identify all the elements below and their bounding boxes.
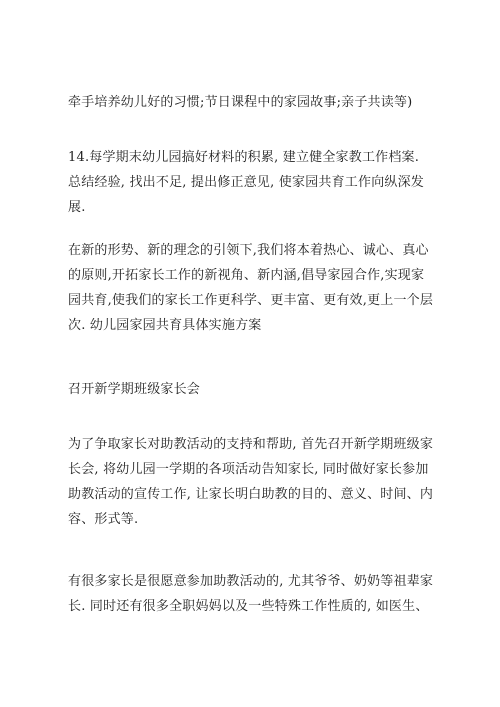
- text-line: 在新的形势、新的理念的引领下,我们将本着热心、诚心、真心: [68, 243, 429, 258]
- text-line: 展.: [68, 200, 86, 215]
- text-line: 牵手培养幼儿好的习惯;节日课程中的家园故事;亲子共读等): [68, 95, 413, 110]
- paragraph-4-heading: [68, 377, 436, 402]
- text-line: 有很多家长是很愿意参加助教活动的, 尤其爷爷、奶奶等祖辈家: [68, 574, 434, 589]
- paragraph-1: [68, 90, 436, 115]
- text-line: 次. 幼儿园家园共育具体实施方案: [68, 318, 262, 333]
- text-line: 容、形式等.: [68, 512, 139, 527]
- text-line: 长. 同时还有很多全职妈妈以及一些特殊工作性质的, 如医生、: [68, 599, 429, 614]
- text-line: 园共育,使我们的家长工作更科学、更丰富、更有效,更上一个层: [68, 293, 434, 308]
- paragraph-6: [68, 569, 436, 619]
- text-line: 的原则,开拓家长工作的新视角、新内涵,倡导家园合作,实现家: [68, 268, 425, 283]
- text-line: 总结经验, 找出不足, 提出修正意见, 使家园共育工作向纵深发: [68, 175, 424, 190]
- text-line: 助教活动的宣传工作, 让家长明白助教的目的、意义、时间、内: [68, 487, 434, 502]
- paragraph-2: [68, 145, 436, 220]
- text-line: 为了争取家长对助教活动的支持和帮助, 首先召开新学期班级家: [68, 437, 434, 452]
- text-line: 14.每学期末幼儿园搞好材料的积累, 建立健全家教工作档案.: [68, 150, 420, 165]
- text-line: 召开新学期班级家长会: [68, 382, 201, 397]
- text-line: 长会, 将幼儿园一学期的各项活动告知家长, 同时做好家长参加: [68, 462, 429, 477]
- paragraph-3: [68, 238, 436, 338]
- paragraph-5: [68, 432, 436, 532]
- document-page: [68, 0, 436, 707]
